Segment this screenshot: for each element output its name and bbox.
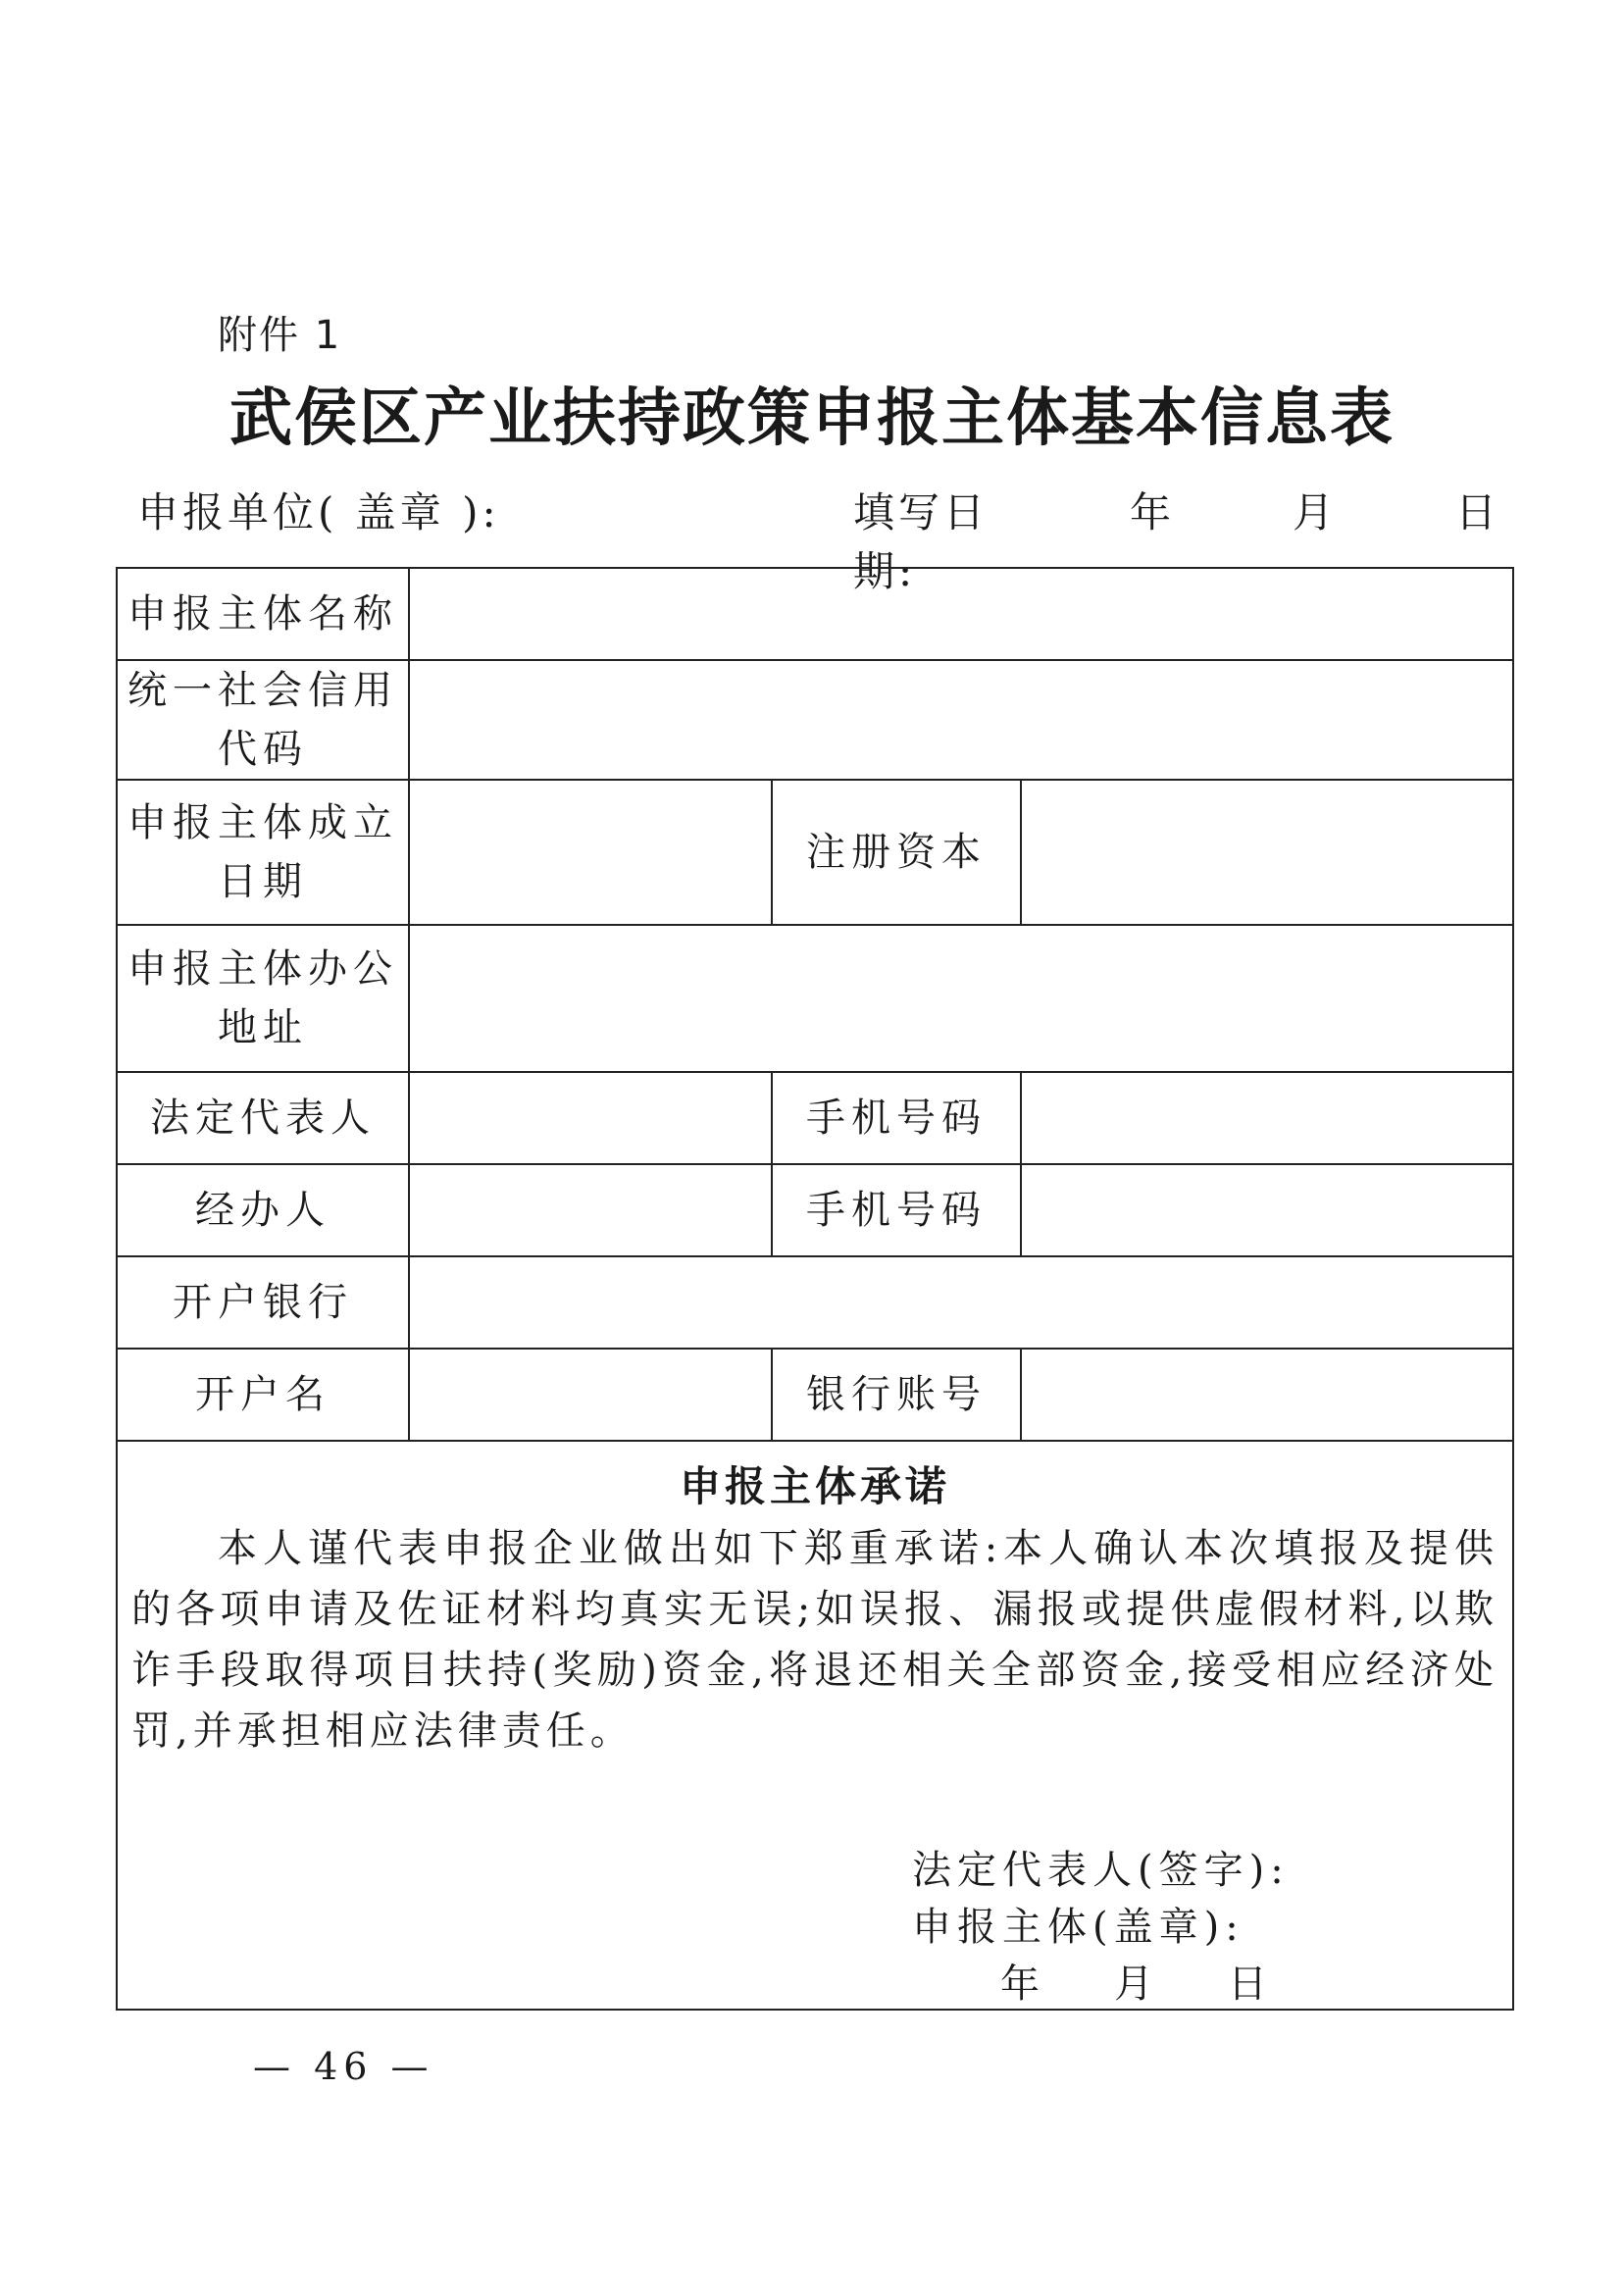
bank-label: 开户银行 — [117, 1256, 409, 1349]
pledge-date-day: 日 — [1228, 1962, 1273, 2007]
pledge-title: 申报主体承诺 — [680, 1462, 951, 1510]
credit-code-label: 统一社会信用代码 — [117, 660, 409, 780]
applicant-unit-label: 申报单位( 盖章 ): — [137, 488, 500, 536]
account-name-label: 开户名 — [117, 1349, 409, 1441]
table-row — [117, 780, 1513, 925]
table-row — [117, 568, 1513, 660]
office-address-field[interactable] — [409, 925, 1513, 1072]
table-row — [117, 925, 1513, 1072]
fill-date-year: 年 — [1129, 488, 1175, 536]
bank-field[interactable] — [409, 1256, 1513, 1349]
bank-account-field[interactable] — [1021, 1349, 1513, 1441]
bank-account-label: 银行账号 — [772, 1349, 1021, 1441]
fill-date-month: 月 — [1292, 488, 1338, 536]
credit-code-field[interactable] — [409, 660, 1513, 780]
table-row — [117, 1349, 1513, 1441]
legal-rep-label: 法定代表人 — [117, 1072, 409, 1164]
annex-label: 附件 1 — [218, 313, 342, 358]
legal-rep-phone-label: 手机号码 — [772, 1072, 1021, 1164]
legal-rep-phone-field[interactable] — [1021, 1072, 1513, 1164]
registered-capital-field[interactable] — [1021, 780, 1513, 925]
info-table — [116, 567, 1514, 2011]
form-title: 武侯区产业扶持政策申报主体基本信息表 — [229, 382, 1395, 455]
established-date-label: 申报主体成立日期 — [117, 780, 409, 925]
page-number: — 46 — — [253, 2045, 434, 2088]
table-row — [117, 660, 1513, 780]
handler-phone-field[interactable] — [1021, 1164, 1513, 1256]
office-address-label: 申报主体办公地址 — [117, 925, 409, 1072]
table-row — [117, 1256, 1513, 1349]
pledge-date-month: 月 — [1114, 1962, 1159, 2007]
fill-date-day: 日 — [1454, 488, 1500, 536]
legal-rep-signature-label: 法定代表人(签字): — [912, 1848, 1290, 1893]
entity-name-field[interactable] — [409, 568, 1513, 660]
entity-seal-label: 申报主体(盖章): — [912, 1905, 1244, 1950]
table-row — [117, 1072, 1513, 1164]
pledge-date — [1000, 1956, 1342, 2013]
pledge-body: 本人谨代表申报企业做出如下郑重承诺:本人确认本次填报及提供的各项申请及佐证材料均真实无误;如误报、漏报或提供虚假材料,以欺诈手段取得项目扶持(奖励)资金,将退还相关全部资金,接受相应经济处罚,并承担相应法律责任。 — [131, 1526, 1499, 1754]
pledge-date-year: 年 — [1000, 1962, 1045, 2007]
table-row — [117, 1164, 1513, 1256]
pledge-section — [117, 1441, 1513, 2010]
handler-label: 经办人 — [117, 1164, 409, 1256]
entity-name-label: 申报主体名称 — [117, 568, 409, 660]
established-date-field[interactable] — [409, 780, 772, 925]
registered-capital-label: 注册资本 — [772, 780, 1021, 925]
legal-rep-field[interactable] — [409, 1072, 772, 1164]
handler-phone-label: 手机号码 — [772, 1164, 1021, 1256]
fill-date-label: 填写日期: — [853, 488, 990, 595]
account-name-field[interactable] — [409, 1349, 772, 1441]
handler-field[interactable] — [409, 1164, 772, 1256]
table-row — [117, 1441, 1513, 2010]
